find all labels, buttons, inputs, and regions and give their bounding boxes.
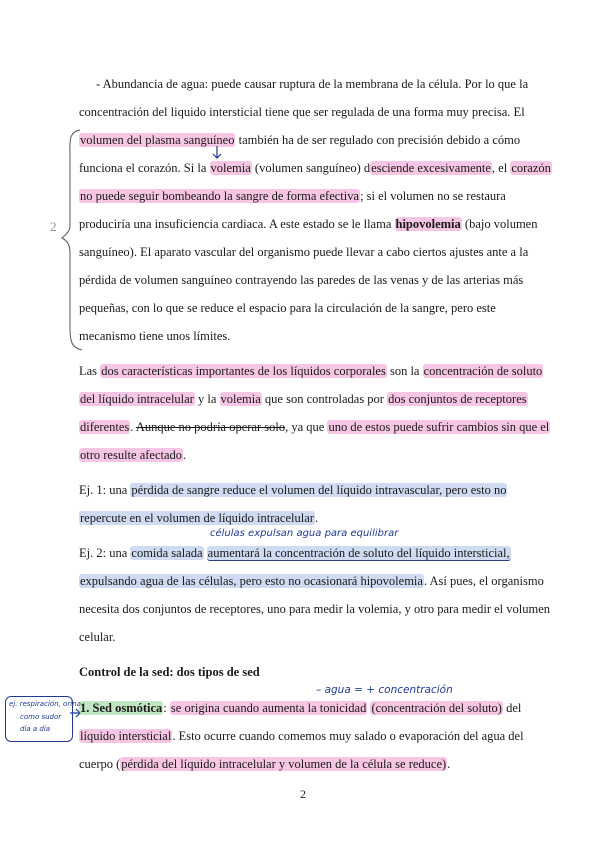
p5-line-1: 1. Sed osmótica: se origina cuando aumenta la tonicidad (concentración del soluto) del xyxy=(80,701,522,715)
highlight: volumen del plasma sanguíneo xyxy=(80,133,235,147)
handwritten-annotation: células expulsan agua para equilibrar xyxy=(210,528,399,539)
p5-line-3: cuerpo (pérdida del líquido intracelular y volumen de la célula se reduce). xyxy=(79,757,451,771)
section-heading: Control de la sed: dos tipos de sed xyxy=(79,665,260,679)
p1-line-10: mecanismo tiene unos límites. xyxy=(79,329,231,343)
p1-line-3: volumen del plasma sanguíneo también ha de ser regulado con precisión debido a cómo xyxy=(80,133,521,147)
p1-line-6: produciría una insuficiencia cardiaca. A este estado se le llama hipovolemia (bajo volumen xyxy=(79,217,538,231)
arrow-down-icon xyxy=(212,146,222,160)
p4-line-4: celular. xyxy=(79,630,116,644)
page-number: 2 xyxy=(300,787,306,801)
p1-line-4: funciona el corazón. Si la volemia (volumen sanguíneo) desciende excesivamente, el corazón xyxy=(79,161,551,175)
p2-line-4: otro resulte afectado. xyxy=(80,448,187,462)
p3-line-1: Ej. 1: una pérdida de sangre reduce el volumen del líquido intravascular, pero esto no xyxy=(79,483,507,497)
p5-line-2: líquido intersticial. Esto ocurre cuando comemos muy salado o evaporación del agua del xyxy=(80,729,524,743)
p2-line-2: del líquido intracelular y la volemia que son controladas por dos conjuntos de receptores xyxy=(80,392,527,406)
p1-line-1: - Abundancia de agua: puede causar ruptura de la membrana de la célula. Por lo que la xyxy=(96,77,529,91)
handwritten-annotation-top: – agua = + concentración xyxy=(316,684,453,696)
p4-line-2: expulsando agua de las células, pero esto no ocasionará hipovolemia. Así pues, el organismo xyxy=(80,574,544,588)
key-term: 1. Sed osmótica xyxy=(80,701,163,715)
margin-number: 2 xyxy=(50,219,57,234)
p1-line-9: pequeñas, con lo que se reduce el espacio para la circulación de la sangre, pero este xyxy=(79,301,496,315)
p3-line-2: repercute en el volumen de líquido intracelular. xyxy=(80,511,319,525)
p4-line-3: necesita dos conjuntos de receptores, uno para medir la volemia, y otro para medir el volumen xyxy=(79,602,551,616)
p2-line-3: diferentes. Aunque no podría operar solo, ya que uno de estos puede sufrir cambios sin que el xyxy=(80,420,550,434)
p4-line-1: Ej. 2: una comida salada aumentará la concentración de soluto del líquido intersticial, xyxy=(79,546,510,560)
p1-line-2: concentración del liquido intersticial tiene que ser regulada de una forma muy precisa. El xyxy=(79,105,525,119)
p1-line-7: sanguíneo). El aparato vascular del organismo puede llevar a cabo ciertos ajustes ante a la xyxy=(79,245,529,259)
p1-line-5: no puede seguir bombeando la sangre de forma efectiva; si el volumen no se restaura xyxy=(80,189,506,203)
p2-line-1: Las dos características importantes de los líquidos corporales son la concentración de soluto xyxy=(79,364,543,378)
margin-note-box: ej. respiración, orina como sudor día a día xyxy=(5,696,73,742)
p1-line-8: pérdida de volumen sanguíneo contrayendo las paredes de las venas y de las arterias más xyxy=(79,273,524,287)
key-term: hipovolemia xyxy=(395,217,461,231)
